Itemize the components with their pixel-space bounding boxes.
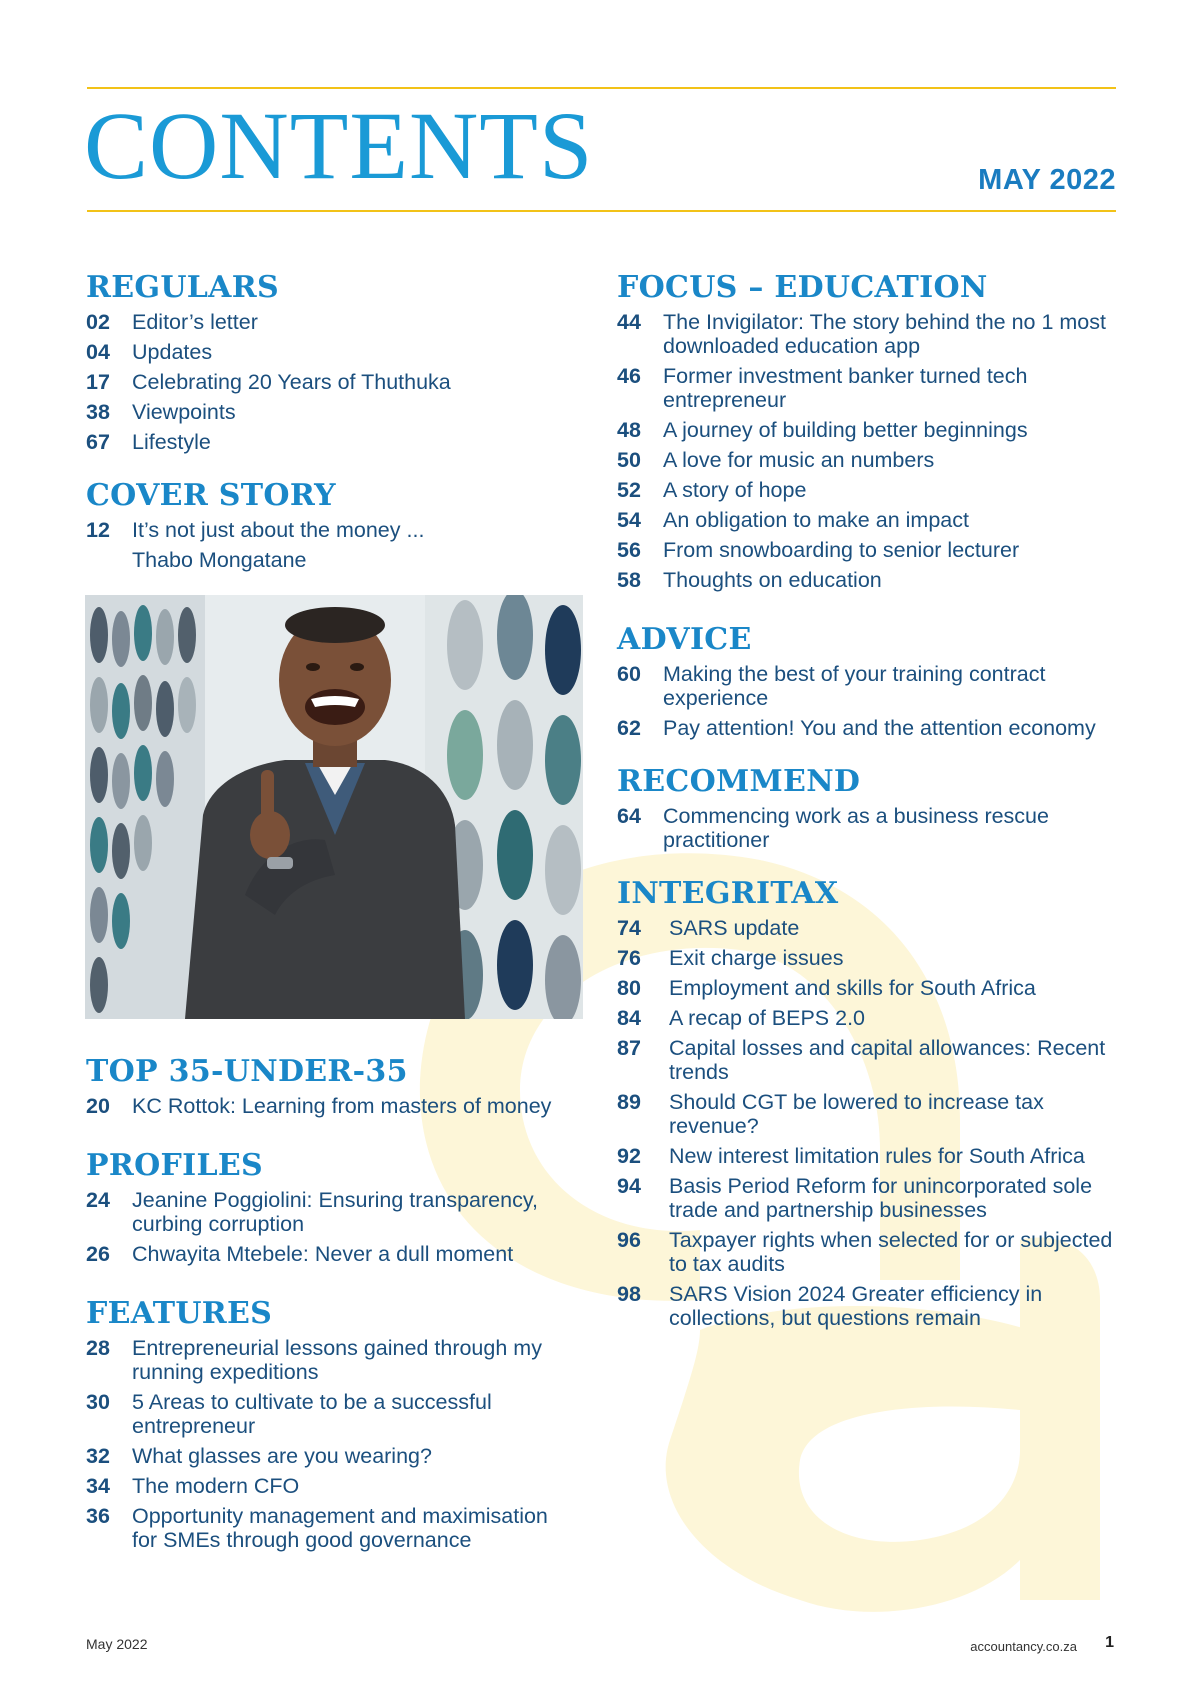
page-number: 48 — [617, 418, 641, 442]
page-number: 80 — [617, 976, 641, 1000]
toc-entry[interactable] — [617, 538, 1112, 562]
page-number: 32 — [86, 1444, 110, 1468]
entry-title: From snowboarding to senior lecturer — [663, 538, 1020, 562]
toc-entry[interactable] — [617, 1036, 1117, 1084]
entry-title: Chwayita Mtebele: Never a dull moment — [132, 1242, 514, 1266]
entry-title: Basis Period Reform for unincorporated sole trade and partnership businesses — [669, 1174, 1093, 1222]
footer-page-number: 1 — [1105, 1634, 1114, 1651]
entry-title: Opportunity management and maximisation for SMEs through good governance — [132, 1504, 548, 1552]
entry-title: Employment and skills for South Africa — [669, 976, 1036, 1000]
entry-title: Commencing work as a business rescue practitioner — [663, 804, 1049, 852]
entry-title: New interest limitation rules for South Africa — [669, 1144, 1085, 1168]
toc-entry[interactable] — [86, 1242, 566, 1266]
page-number: 17 — [86, 370, 110, 394]
page-number: 67 — [86, 430, 110, 454]
toc-entry[interactable] — [617, 310, 1112, 358]
toc-entry[interactable] — [617, 1090, 1117, 1138]
page-number: 92 — [617, 1144, 641, 1168]
page-number: 84 — [617, 1006, 641, 1030]
toc-entry[interactable] — [617, 364, 1112, 412]
toc-entry[interactable] — [86, 400, 586, 424]
entry-title: Updates — [132, 340, 213, 364]
page-number: 96 — [617, 1228, 641, 1252]
page-number: 74 — [617, 916, 641, 940]
page-number: 54 — [617, 508, 641, 532]
toc-entry[interactable] — [617, 916, 1117, 940]
section-top-35-under-35 — [86, 1054, 586, 1124]
section-heading: REGULARS — [86, 270, 279, 305]
page-number: 04 — [86, 340, 110, 364]
section-heading: FOCUS – EDUCATION — [617, 270, 988, 305]
entry-title: SARS update — [669, 916, 800, 940]
page-number: 36 — [86, 1504, 110, 1528]
toc-entry[interactable] — [617, 1144, 1117, 1168]
entry-title: Editor’s letter — [132, 310, 258, 334]
entry-title: Should CGT be lowered to increase tax revenue? — [669, 1090, 1044, 1138]
top-rule — [87, 87, 1116, 89]
toc-entry[interactable] — [86, 1094, 586, 1118]
section-heading: FEATURES — [86, 1296, 273, 1331]
header-bottom-rule — [87, 210, 1116, 212]
section-heading: TOP 35-UNDER-35 — [86, 1054, 408, 1089]
entry-title: Former investment banker turned tech entrepreneur — [663, 364, 1028, 412]
page-number: 64 — [617, 804, 641, 828]
section-features — [86, 1296, 576, 1558]
toc-entry[interactable] — [617, 478, 1112, 502]
page-number: 52 — [617, 478, 641, 502]
toc-entry[interactable] — [617, 568, 1112, 592]
toc-entry[interactable] — [617, 418, 1112, 442]
page-number: 38 — [86, 400, 110, 424]
entry-title: A story of hope — [663, 478, 807, 502]
section-integritax — [617, 876, 1117, 1336]
toc-entry[interactable] — [617, 976, 1117, 1000]
page-number: 20 — [86, 1094, 110, 1118]
section-heading: PROFILES — [86, 1148, 263, 1183]
toc-entry[interactable] — [86, 1444, 576, 1468]
entry-title: Pay attention! You and the attention economy — [663, 716, 1096, 740]
toc-entry[interactable] — [86, 340, 586, 364]
toc-entry[interactable] — [86, 370, 586, 394]
entry-title: Celebrating 20 Years of Thuthuka — [132, 370, 451, 394]
page-number: 76 — [617, 946, 641, 970]
section-advice — [617, 622, 1112, 746]
entry-title: Thoughts on education — [663, 568, 882, 592]
footer-date: May 2022 — [86, 1636, 148, 1652]
page-number: 28 — [86, 1336, 110, 1360]
toc-entry[interactable] — [86, 1188, 566, 1236]
page-number: 34 — [86, 1474, 110, 1498]
toc-entry[interactable] — [617, 508, 1112, 532]
entry-title: The modern CFO — [132, 1474, 300, 1498]
page-number: 60 — [617, 662, 641, 686]
toc-entry[interactable] — [617, 1174, 1117, 1222]
entry-title: Making the best of your training contract experience — [663, 662, 1046, 710]
section-regulars — [86, 270, 586, 460]
toc-entry[interactable] — [617, 662, 1112, 710]
entry-subtitle: Thabo Mongatane — [132, 548, 307, 572]
toc-entry[interactable] — [617, 946, 1117, 970]
toc-entry[interactable] — [86, 1390, 576, 1438]
page-number: 26 — [86, 1242, 110, 1266]
entry-title: Capital losses and capital allowances: Recent trends — [669, 1036, 1106, 1084]
entry-title: It’s not just about the money ... — [132, 518, 425, 542]
entry-title: Exit charge issues — [669, 946, 844, 970]
section-heading: ADVICE — [617, 622, 752, 657]
entry-title: Taxpayer rights when selected for or subjected to tax audits — [669, 1228, 1113, 1276]
section-cover-story — [86, 478, 586, 578]
entry-title: Lifestyle — [132, 430, 211, 454]
page-number: 87 — [617, 1036, 641, 1060]
toc-entry[interactable] — [617, 804, 1112, 852]
page-title: CONTENTS — [84, 92, 594, 199]
entry-title: SARS Vision 2024 Greater efficiency in collections, but questions remain — [669, 1282, 1043, 1330]
toc-entry[interactable] — [86, 1474, 576, 1498]
toc-entry[interactable] — [617, 1228, 1117, 1276]
toc-entry[interactable] — [617, 1282, 1117, 1330]
section-heading: INTEGRITAX — [617, 876, 839, 911]
entry-title: A love for music an numbers — [663, 448, 935, 472]
section-heading: RECOMMEND — [617, 764, 861, 799]
section-focus-education — [617, 270, 1112, 598]
entry-title: 5 Areas to cultivate to be a successful entrepreneur — [132, 1390, 492, 1438]
page-number: 94 — [617, 1174, 641, 1198]
entry-title: KC Rottok: Learning from masters of money — [132, 1094, 552, 1118]
cover-photo — [85, 595, 583, 1019]
entry-title: A recap of BEPS 2.0 — [669, 1006, 866, 1030]
toc-entry[interactable] — [86, 1504, 576, 1552]
toc-entry[interactable] — [86, 1336, 576, 1384]
toc-entry[interactable] — [617, 448, 1112, 472]
page-number: 02 — [86, 310, 110, 334]
entry-title: Entrepreneurial lessons gained through my running expeditions — [132, 1336, 542, 1384]
entry-title: An obligation to make an impact — [663, 508, 969, 532]
section-heading: COVER STORY — [86, 478, 336, 513]
page-number: 62 — [617, 716, 641, 740]
entry-title: What glasses are you wearing? — [132, 1444, 432, 1468]
toc-entry[interactable] — [86, 310, 586, 334]
page-number: 30 — [86, 1390, 110, 1414]
toc-entry[interactable] — [617, 716, 1112, 740]
issue-date: MAY 2022 — [978, 164, 1116, 196]
page-number: 56 — [617, 538, 641, 562]
page-number: 58 — [617, 568, 641, 592]
page-number: 50 — [617, 448, 641, 472]
footer-website: accountancy.co.za — [970, 1639, 1077, 1654]
entry-title: The Invigilator: The story behind the no 1 most downloaded education app — [663, 310, 1106, 358]
entry-title: Jeanine Poggiolini: Ensuring transparency, curbing corruption — [132, 1188, 538, 1236]
page-number: 44 — [617, 310, 641, 334]
toc-entry[interactable] — [617, 1006, 1117, 1030]
entry-title: A journey of building better beginnings — [663, 418, 1028, 442]
page-number: 89 — [617, 1090, 641, 1114]
page-number: 24 — [86, 1188, 110, 1212]
page-number: 46 — [617, 364, 641, 388]
page-number: 98 — [617, 1282, 641, 1306]
entry-title: Viewpoints — [132, 400, 236, 424]
toc-entry[interactable] — [86, 518, 586, 572]
section-recommend — [617, 764, 1112, 858]
page-number: 12 — [86, 518, 110, 542]
toc-entry[interactable] — [86, 430, 586, 454]
section-profiles — [86, 1148, 566, 1272]
